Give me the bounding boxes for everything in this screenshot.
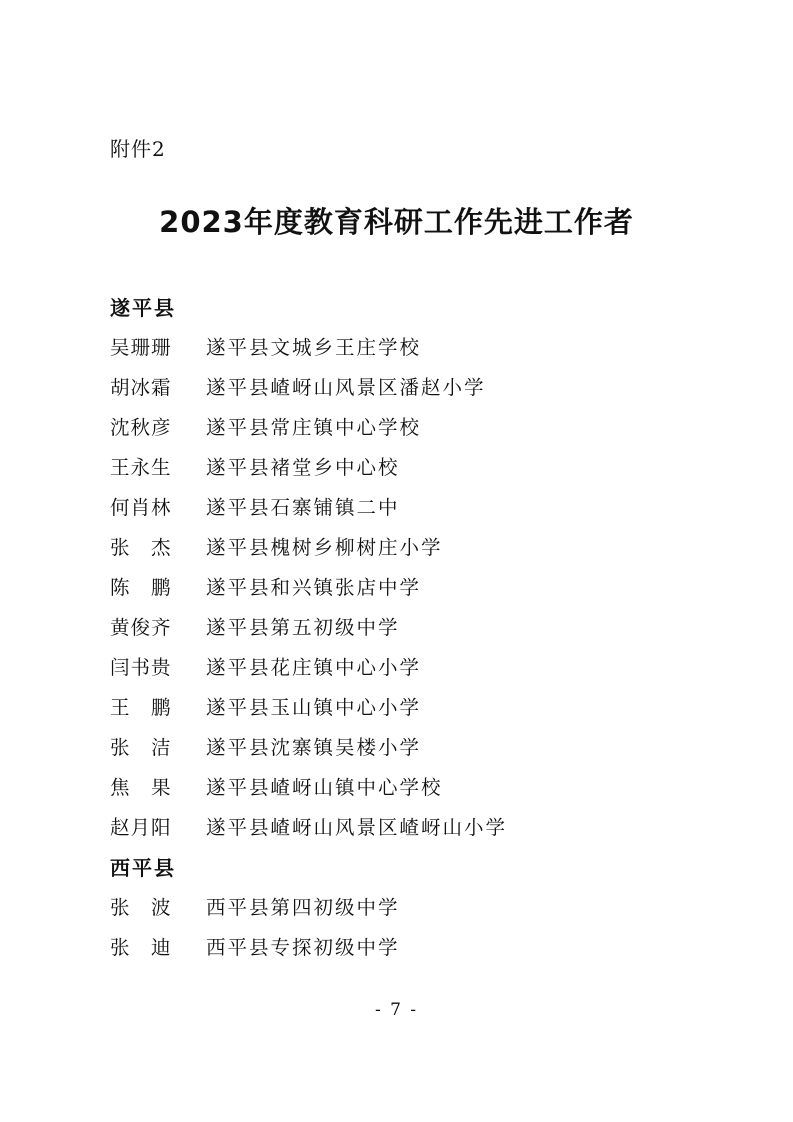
honoree-name: 王永生 <box>110 456 172 479</box>
list-item <box>110 408 730 448</box>
honoree-organization: 遂平县沈寨镇吴楼小学 <box>206 736 422 759</box>
list-item <box>110 608 730 648</box>
honoree-name: 张 迪 <box>110 936 172 959</box>
honoree-organization: 遂平县嵖岈山风景区嵖岈山小学 <box>206 816 508 839</box>
honoree-organization: 遂平县玉山镇中心小学 <box>206 696 422 719</box>
county-heading-suiping: 遂平县 <box>110 296 176 320</box>
honoree-name: 赵月阳 <box>110 816 172 839</box>
honoree-organization: 遂平县常庄镇中心学校 <box>206 416 422 439</box>
honoree-name: 陈 鹏 <box>110 576 172 599</box>
honoree-organization: 遂平县褚堂乡中心校 <box>206 456 400 479</box>
list-item <box>110 528 730 568</box>
honoree-organization: 遂平县嵖岈山风景区潘赵小学 <box>206 376 486 399</box>
honoree-organization: 遂平县槐树乡柳树庄小学 <box>206 536 443 559</box>
honoree-name: 吴珊珊 <box>110 336 172 359</box>
list-item <box>110 808 730 848</box>
honoree-name: 张 波 <box>110 896 172 919</box>
list-item <box>110 688 730 728</box>
honoree-name: 张 洁 <box>110 736 172 759</box>
honoree-name: 闫书贵 <box>110 656 172 679</box>
honoree-organization: 遂平县石寨铺镇二中 <box>206 496 400 519</box>
list-item <box>110 768 730 808</box>
honoree-name: 何肖林 <box>110 496 172 519</box>
county-heading-xiping: 西平县 <box>110 856 176 880</box>
honoree-name: 沈秋彦 <box>110 416 172 439</box>
honoree-name: 黄俊齐 <box>110 616 172 639</box>
list-item <box>110 568 730 608</box>
honoree-name: 胡冰霜 <box>110 376 172 399</box>
document-title: 2023年度教育科研工作先进工作者 <box>159 205 634 239</box>
list-item <box>110 888 730 928</box>
honoree-organization: 西平县专探初级中学 <box>206 936 400 959</box>
honoree-organization: 遂平县花庄镇中心小学 <box>206 656 422 679</box>
list-item <box>110 928 730 968</box>
page-number: - 7 - <box>374 1000 419 1020</box>
honoree-name: 王 鹏 <box>110 696 172 719</box>
list-item <box>110 448 730 488</box>
honoree-name: 焦 果 <box>110 776 172 799</box>
honoree-organization: 遂平县文城乡王庄学校 <box>206 336 422 359</box>
honoree-name: 张 杰 <box>110 536 172 559</box>
honoree-list <box>110 288 730 968</box>
list-item <box>110 368 730 408</box>
attachment-label: 附件2 <box>110 137 166 161</box>
honoree-organization: 遂平县和兴镇张店中学 <box>206 576 422 599</box>
honoree-organization: 遂平县第五初级中学 <box>206 616 400 639</box>
list-item <box>110 488 730 528</box>
list-item <box>110 728 730 768</box>
honoree-organization: 遂平县嵖岈山镇中心学校 <box>206 776 443 799</box>
list-item <box>110 648 730 688</box>
honoree-organization: 西平县第四初级中学 <box>206 896 400 919</box>
list-item <box>110 328 730 368</box>
